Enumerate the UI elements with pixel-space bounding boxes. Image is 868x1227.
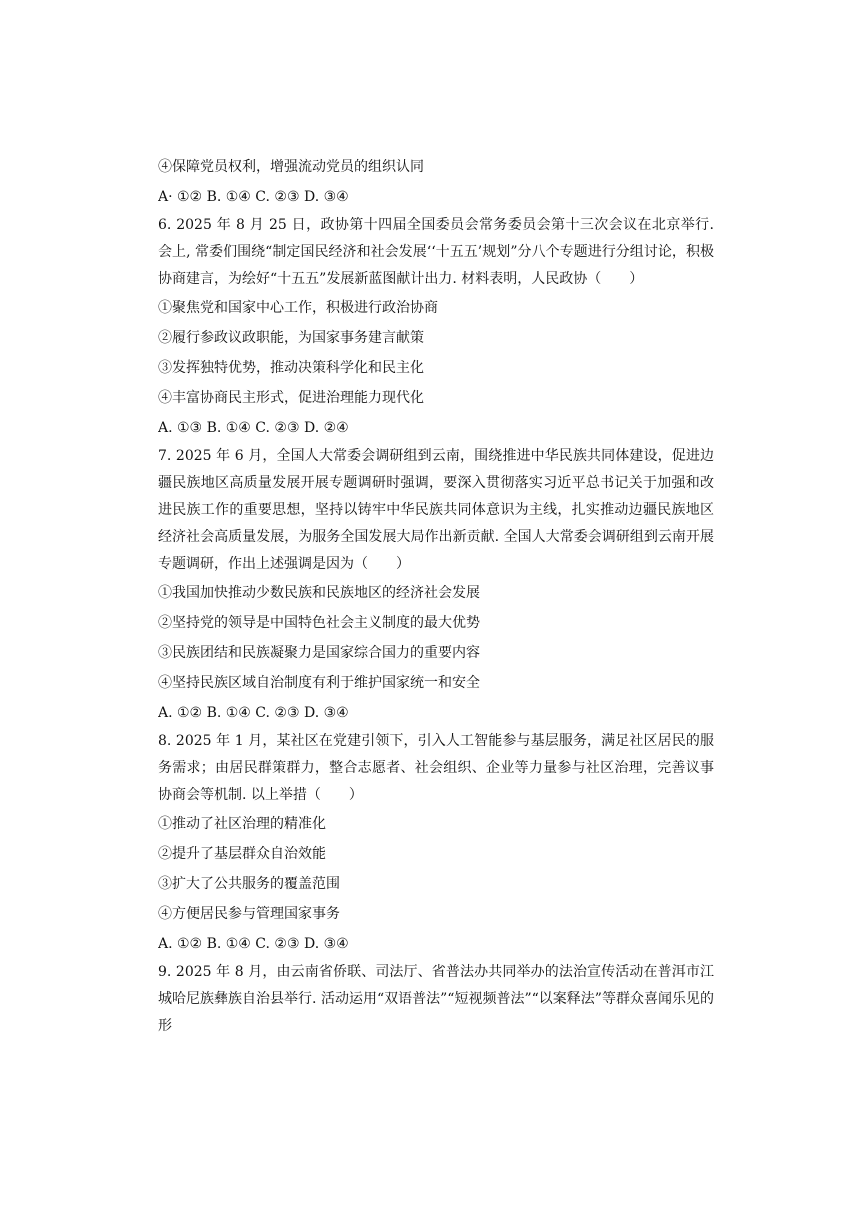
q5-option-4: ④保障党员权利，增强流动党员的组织认同 xyxy=(158,159,424,175)
q5-answer-choices: A· ①② B. ①④ C. ②③ D. ③④ xyxy=(158,189,349,205)
q9-stem: 9. 2025 年 8 月，由云南省侨联、司法厅、省普法办共同举办的法治宣传活动在普洱市江城哈尼族彝族自治县举行. 活动运用“双语普法”“短视频普法”“以案释法”等群众喜闻乐见的形 xyxy=(158,964,714,1034)
q7-stem: 7. 2025 年 6 月，全国人大常委会调研组到云南，围绕推进中华民族共同体建设，促进边疆民族地区高质量发展开展专题调研时强调，要深入贯彻落实习近平总书记关于加强和改进民族工作的重要思想，坚持以铸牢中华民族共同体意识为主线，扎实推动边疆民族地区经济社会高质量发展，为服务全国发展大局作出新贡献. 全国人大常委会调研组到云南开展专题调研，作出上述强调是因为（ ） xyxy=(158,448,714,572)
q6-option-2: ②履行参政议政职能，为国家事务建言献策 xyxy=(158,330,424,346)
q7-option-2: ②坚持党的领导是中国特色社会主义制度的最大优势 xyxy=(158,615,480,631)
q8-answer-choices: A. ①② B. ①④ C. ②③ D. ③④ xyxy=(158,936,349,952)
q6-option-4: ④丰富协商民主形式，促进治理能力现代化 xyxy=(158,390,424,406)
q7-option-3: ③民族团结和民族凝聚力是国家综合国力的重要内容 xyxy=(158,645,480,661)
q8-option-1: ①推动了社区治理的精准化 xyxy=(158,816,326,832)
q6-stem: 6. 2025 年 8 月 25 日，政协第十四届全国委员会常务委员会第十三次会议在北京举行. 会上, 常委们围绕“制定国民经济和社会发展‘‘十五五’规划”分八个专题进行分组讨论，积极协商建言，为绘好“十五五”发展新蓝图献计出力. 材料表明，人民政协（ ） xyxy=(158,217,714,287)
q8-option-4: ④方便居民参与管理国家事务 xyxy=(158,906,340,922)
exam-content xyxy=(158,156,714,1040)
q8-option-2: ②提升了基层群众自治效能 xyxy=(158,846,326,862)
q6-option-1: ①聚焦党和国家中心工作，积极进行政治协商 xyxy=(158,300,438,316)
q7-option-1: ①我国加快推动少数民族和民族地区的经济社会发展 xyxy=(158,585,480,601)
q6-option-3: ③发挥独特优势，推动决策科学化和民主化 xyxy=(158,360,424,376)
q7-answer-choices: A. ①② B. ①④ C. ②③ D. ③④ xyxy=(158,705,349,721)
q8-option-3: ③扩大了公共服务的覆盖范围 xyxy=(158,876,340,892)
q8-stem: 8. 2025 年 1 月，某社区在党建引领下，引入人工智能参与基层服务，满足社区居民的服务需求；由居民群策群力，整合志愿者、社会组织、企业等力量参与社区治理，完善议事协商会等机制. 以上举措（ ） xyxy=(158,733,714,803)
q6-answer-choices: A. ①③ B. ①④ C. ②③ D. ②④ xyxy=(158,420,349,436)
q7-option-4: ④坚持民族区域自治制度有利于维护国家统一和安全 xyxy=(158,675,480,691)
